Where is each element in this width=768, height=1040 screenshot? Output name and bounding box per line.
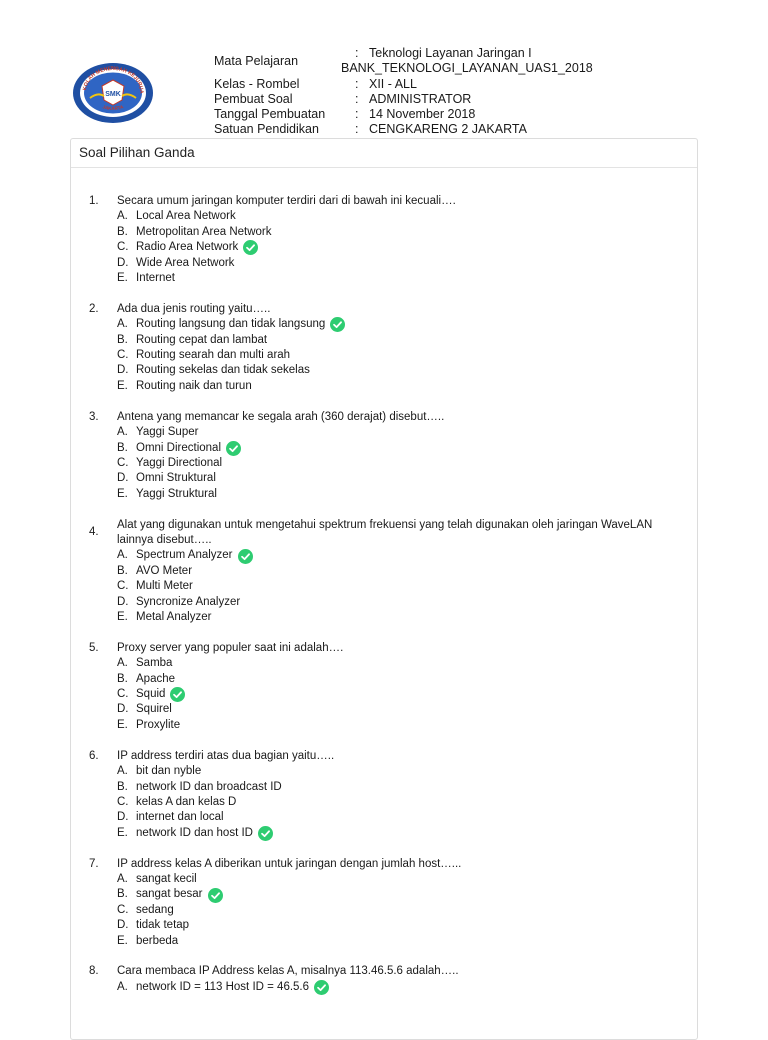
answer-option — [117, 256, 689, 271]
question-text: Alat yang digunakan untuk mengetahui spektrum frekuensi yang telah digunakan oleh jaringan WaveLAN lainnya disebut….. — [117, 518, 653, 546]
answer-option — [117, 225, 689, 240]
option-letter: B. — [117, 333, 128, 346]
answer-option — [117, 579, 689, 594]
answer-option — [117, 487, 689, 502]
answer-option — [117, 595, 689, 610]
option-text: Routing sekelas dan tidak sekelas — [136, 364, 310, 377]
option-letter: A. — [117, 657, 128, 670]
option-letter: D. — [117, 703, 129, 716]
option-text: Omni Directional — [136, 441, 221, 454]
question-item — [89, 641, 689, 733]
option-text: sangat kecil — [136, 872, 197, 885]
option-letter: C. — [117, 580, 129, 593]
answer-option — [117, 209, 689, 224]
option-letter: D. — [117, 919, 129, 932]
option-text: Routing searah dan multi arah — [136, 349, 291, 362]
option-text: bit dan nyble — [136, 765, 202, 778]
option-text: sangat besar — [136, 888, 203, 901]
svg-text:SMK: SMK — [105, 91, 121, 98]
option-text: Apache — [136, 672, 176, 685]
meta-row-subject: Mata Pelajaran : Teknologi Layanan Jaringan I BANK_TEKNOLOGI_LAYANAN_UAS1_2018 — [214, 46, 593, 76]
answer-option — [117, 826, 689, 841]
option-text: Routing cepat dan lambat — [136, 333, 268, 346]
option-text: Squid — [136, 688, 166, 701]
answer-option — [117, 240, 689, 255]
question-number: 7. — [89, 857, 99, 870]
option-letter: A. — [117, 426, 128, 439]
question-number: 3. — [89, 410, 99, 423]
option-letter: E. — [117, 271, 128, 284]
meta-value: CENGKARENG 2 JAKARTA — [369, 122, 527, 137]
option-text: Metropolitan Area Network — [136, 225, 272, 238]
option-letter: A. — [117, 872, 128, 885]
answer-option — [117, 471, 689, 486]
option-text: sedang — [136, 903, 174, 916]
option-text: AVO Meter — [136, 564, 193, 577]
section-title: Soal Pilihan Ganda — [71, 139, 697, 168]
option-text: internet dan local — [136, 811, 224, 824]
option-text: Yaggi Super — [136, 426, 199, 439]
question-item — [89, 749, 689, 841]
option-text: Samba — [136, 657, 173, 670]
option-text: Yaggi Struktural — [136, 487, 217, 500]
option-text: Metal Analyzer — [136, 610, 212, 623]
option-letter: C. — [117, 241, 129, 254]
option-text: Omni Struktural — [136, 472, 216, 485]
option-text: Yaggi Directional — [136, 456, 223, 469]
answer-option — [117, 271, 689, 286]
question-item — [89, 410, 689, 502]
meta-value: 14 November 2018 — [369, 107, 476, 122]
meta-value: XII - ALL — [369, 76, 417, 91]
option-text: Syncronize Analyzer — [136, 595, 241, 608]
option-text: Local Area Network — [136, 210, 236, 223]
answer-option — [117, 872, 689, 887]
option-text: Radio Area Network — [136, 241, 239, 254]
question-text: IP address kelas A diberikan untuk jaringan dengan jumlah host…... — [117, 857, 462, 870]
answer-option — [117, 810, 689, 825]
option-letter: D. — [117, 811, 129, 824]
answer-option — [117, 764, 689, 779]
school-emblem-icon — [72, 62, 154, 124]
answer-option — [117, 333, 689, 348]
option-letter: E. — [117, 718, 128, 731]
meta-row-class: Kelas - Rombel : XII - ALL — [214, 76, 417, 91]
answer-option — [117, 348, 689, 363]
meta-label: Tanggal Pembuatan — [214, 107, 326, 122]
question-number: 2. — [89, 302, 99, 315]
option-letter: D. — [117, 595, 129, 608]
meta-row-school: Satuan Pendidikan : CENGKARENG 2 JAKARTA — [214, 122, 527, 137]
option-letter: D. — [117, 364, 129, 377]
check-circle-icon — [243, 240, 258, 255]
meta-label: Satuan Pendidikan — [214, 122, 319, 137]
option-letter: B. — [117, 225, 128, 238]
question-number: 5. — [89, 641, 99, 654]
option-letter: C. — [117, 688, 129, 701]
option-letter: A. — [117, 210, 128, 223]
option-text: Routing naik dan turun — [136, 379, 252, 392]
answer-option — [117, 780, 689, 795]
option-letter: B. — [117, 441, 128, 454]
option-letter: B. — [117, 888, 128, 901]
option-letter: E. — [117, 826, 128, 839]
meta-label: Mata Pelajaran — [214, 54, 299, 68]
option-letter: A. — [117, 765, 128, 778]
answer-option — [117, 702, 689, 717]
check-circle-icon — [330, 317, 345, 332]
option-letter: C. — [117, 795, 129, 808]
meta-value: ADMINISTRATOR — [369, 91, 472, 106]
option-letter: E. — [117, 379, 128, 392]
check-circle-icon — [314, 980, 329, 995]
meta-value-bank: BANK_TEKNOLOGI_LAYANAN_UAS1_2018 — [341, 61, 593, 76]
question-text: Cara membaca IP Address kelas A, misalnya 113.46.5.6 adalah….. — [117, 965, 459, 978]
meta-row-date: Tanggal Pembuatan : 14 November 2018 — [214, 107, 476, 122]
check-circle-icon — [170, 687, 185, 702]
option-text: tidak tetap — [136, 919, 190, 932]
option-letter: A. — [117, 318, 128, 331]
answer-option — [117, 610, 689, 625]
answer-option — [117, 887, 689, 902]
answer-option — [117, 980, 689, 995]
question-card — [70, 138, 698, 1040]
check-circle-icon — [226, 441, 241, 456]
option-text: berbeda — [136, 934, 179, 947]
answer-option — [117, 903, 689, 918]
answer-option — [117, 425, 689, 440]
question-text: IP address terdiri atas dua bagian yaitu….. — [117, 749, 335, 762]
meta-value: Teknologi Layanan Jaringan I — [369, 46, 532, 60]
option-text: Squirel — [136, 703, 172, 716]
answer-option — [117, 379, 689, 394]
question-number: 8. — [89, 965, 99, 978]
option-letter: B. — [117, 564, 128, 577]
option-text: Routing langsung dan tidak langsung — [136, 318, 326, 331]
option-text: Internet — [136, 271, 175, 284]
school-logo — [72, 62, 154, 124]
option-letter: E. — [117, 610, 128, 623]
option-letter: B. — [117, 672, 128, 685]
question-text: Proxy server yang populer saat ini adalah…. — [117, 641, 344, 654]
option-text: network ID dan host ID — [136, 826, 253, 839]
answer-option — [117, 441, 689, 456]
option-letter: B. — [117, 780, 128, 793]
question-text: Ada dua jenis routing yaitu….. — [117, 302, 271, 315]
meta-label: Pembuat Soal — [214, 91, 293, 106]
question-item — [89, 194, 689, 286]
meta-label: Kelas - Rombel — [214, 76, 300, 91]
answer-option — [117, 317, 689, 332]
option-letter: A. — [117, 549, 128, 562]
answer-option — [117, 934, 689, 949]
option-text: Wide Area Network — [136, 256, 235, 269]
question-number: 4. — [89, 526, 99, 539]
answer-option — [117, 687, 689, 702]
answer-option — [117, 363, 689, 378]
question-item — [89, 302, 689, 394]
question-number: 6. — [89, 749, 99, 762]
option-text: Spectrum Analyzer — [136, 549, 233, 562]
option-letter: D. — [117, 256, 129, 269]
check-circle-icon — [258, 826, 273, 841]
question-item — [89, 964, 689, 995]
question-text: Secara umum jaringan komputer terdiri dari di bawah ini kecuali…. — [117, 195, 456, 207]
question-list — [89, 194, 689, 995]
answer-option — [117, 918, 689, 933]
answer-option — [117, 672, 689, 687]
meta-row-author: Pembuat Soal : ADMINISTRATOR — [214, 91, 472, 106]
option-letter: E. — [117, 934, 128, 947]
answer-option — [117, 795, 689, 810]
option-letter: D. — [117, 472, 129, 485]
question-item — [89, 518, 689, 626]
option-text: kelas A dan kelas D — [136, 795, 237, 808]
question-item — [89, 857, 689, 949]
answer-option — [117, 564, 689, 579]
option-letter: C. — [117, 903, 129, 916]
answer-option — [117, 548, 689, 563]
option-letter: C. — [117, 456, 129, 469]
option-letter: C. — [117, 349, 129, 362]
check-circle-icon — [208, 888, 223, 903]
option-text: network ID = 113 Host ID = 46.5.6 — [136, 980, 310, 993]
svg-text:JAKARTA: JAKARTA — [101, 104, 125, 111]
svg-text:SEKOLAH MENENGAH KEJURUAN: KOLAH MENENGAH KEJURUA — [82, 65, 145, 94]
option-letter: E. — [117, 487, 128, 500]
option-text: Proxylite — [136, 718, 181, 731]
option-text: Multi Meter — [136, 580, 193, 593]
check-circle-icon — [238, 549, 253, 564]
answer-option — [117, 456, 689, 471]
question-text: Antena yang memancar ke segala arah (360 derajat) disebut….. — [117, 410, 445, 423]
option-letter: A. — [117, 980, 128, 993]
question-number: 1. — [89, 195, 99, 207]
option-text: network ID dan broadcast ID — [136, 780, 282, 793]
answer-option — [117, 656, 689, 671]
exam-metadata — [214, 46, 593, 138]
answer-option — [117, 718, 689, 733]
